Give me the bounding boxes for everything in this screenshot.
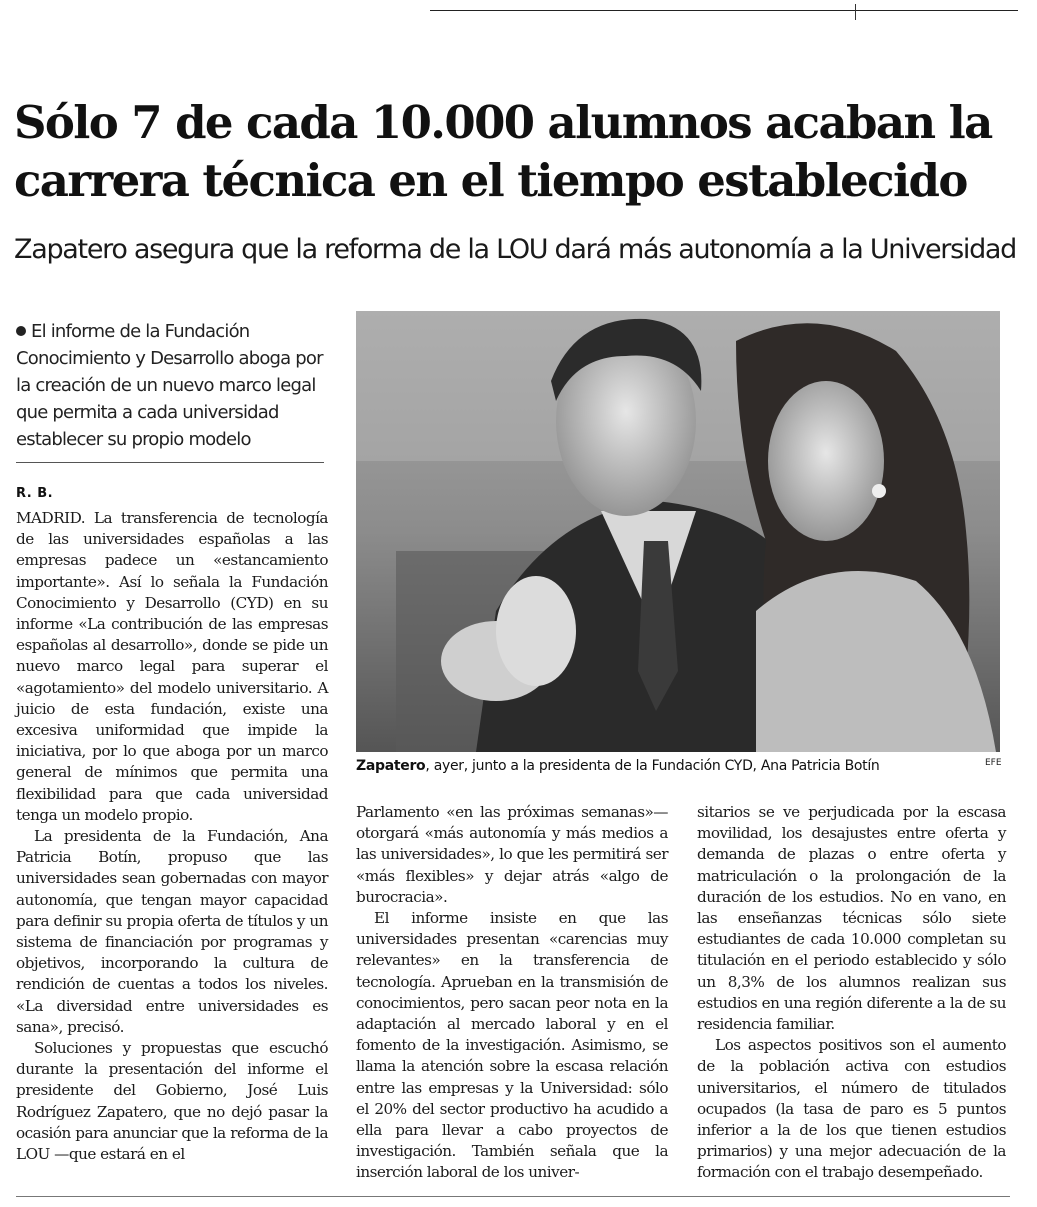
byline: R. B. [16, 486, 54, 501]
body-paragraph: Los aspectos positivos son el aumento de la población activa con estudios universitarios, el número de titulados ocupados (la tasa de paro es 5 puntos inferior a la de los que tienen estudios primarios) y una mejor adecuación de la formación con el trabajo desempeñado. [697, 1036, 1006, 1182]
headline: Sólo 7 de cada 10.000 alumnos acaban la carrera técnica en el tiempo establecido [14, 96, 992, 207]
body-paragraph: Soluciones y propuestas que escuchó durante la presentación del informe el presidente del Gobierno, José Luis Rodríguez Zapatero, que no dejó pasar la ocasión para anunciar que la reforma de la LOU —que estará en el [16, 1039, 328, 1164]
photo-credit: EFE [985, 758, 1002, 768]
subheadline: Zapatero asegura que la reforma de la LOU dará más autonomía a la Universidad [14, 234, 1016, 265]
body-column-1 [16, 508, 328, 1165]
summary-text: El informe de la Fundación Conocimiento y Desarrollo aboga por la creación de un nuevo marco legal que permita a cada universidad establecer su propio modelo [16, 321, 323, 450]
body-paragraph: El informe insiste en que las universidades presentan «carencias muy relevantes» en la transferencia de tecnología. Aprueban en la transmisión de conocimientos, pero sacan peor nota en la adaptación al mercado laboral y en el fomento de la investigación. Asimismo, se llama la atención sobre la escasa relación entre las empresas y la Universidad: sólo el 20% del sector productivo ha acudido a ella para llevar a cabo proyectos de investigación. También señala que la inserción laboral de los univer- [356, 909, 668, 1182]
news-photo [356, 311, 1000, 752]
photo-caption [356, 758, 996, 774]
photo-illustration [356, 311, 1000, 752]
body-paragraph: sitarios se ve perjudicada por la escasa movilidad, los desajustes entre oferta y demanda de plazas o entre oferta y matriculación o la prolongación de la duración de los estudios. No en vano, en las enseñanzas técnicas sólo siete estudiantes de cada 10.000 completan su titulación en el periodo establecido y sólo un 8,3% de los alumnos realizan sus estudios en una región diferente a la de su residencia familiar. [697, 803, 1006, 1034]
body-column-3 [697, 802, 1006, 1184]
top-mark [855, 4, 856, 20]
body-paragraph: Parlamento «en las próximas semanas»— otorgará «más autonomía y más medios a las universidades», lo que les permitirá ser «más flexibles» y dejar atrás «algo de burocracia». [356, 803, 668, 906]
caption-name: Zapatero [356, 758, 426, 774]
caption-text: , ayer, junto a la presidenta de la Fundación CYD, Ana Patricia Botín [425, 758, 880, 774]
top-rule [430, 10, 1018, 11]
summary [16, 318, 326, 453]
bottom-rule [16, 1196, 1010, 1197]
bullet-icon [16, 326, 26, 336]
summary-divider [16, 462, 324, 463]
body-column-2 [356, 802, 668, 1184]
body-paragraph: La presidenta de la Fundación, Ana Patricia Botín, propuso que las universidades sean gobernadas con mayor autonomía, que tengan mayor capacidad para definir su propia oferta de títulos y un sistema de financiación por programas y objetivos, incorporando la cultura de rendición de cuentas a todos los niveles. «La diversidad entre universidades es sana», precisó. [16, 827, 328, 1036]
body-paragraph: MADRID. La transferencia de tecnología de las universidades españolas a las empresas padece un «estancamiento importante». Así lo señala la Fundación Conocimiento y Desarrollo (CYD) en su informe «La contribución de las empresas españolas al desarrollo», donde se pide un nuevo marco legal para superar el «agotamiento» del modelo universitario. A juicio de esta fundación, existe una excesiva uniformidad que impide la iniciativa, por lo que aboga por un marco general de mínimos que permita una flexibilidad para que cada universidad tenga un modelo propio. [16, 509, 328, 824]
